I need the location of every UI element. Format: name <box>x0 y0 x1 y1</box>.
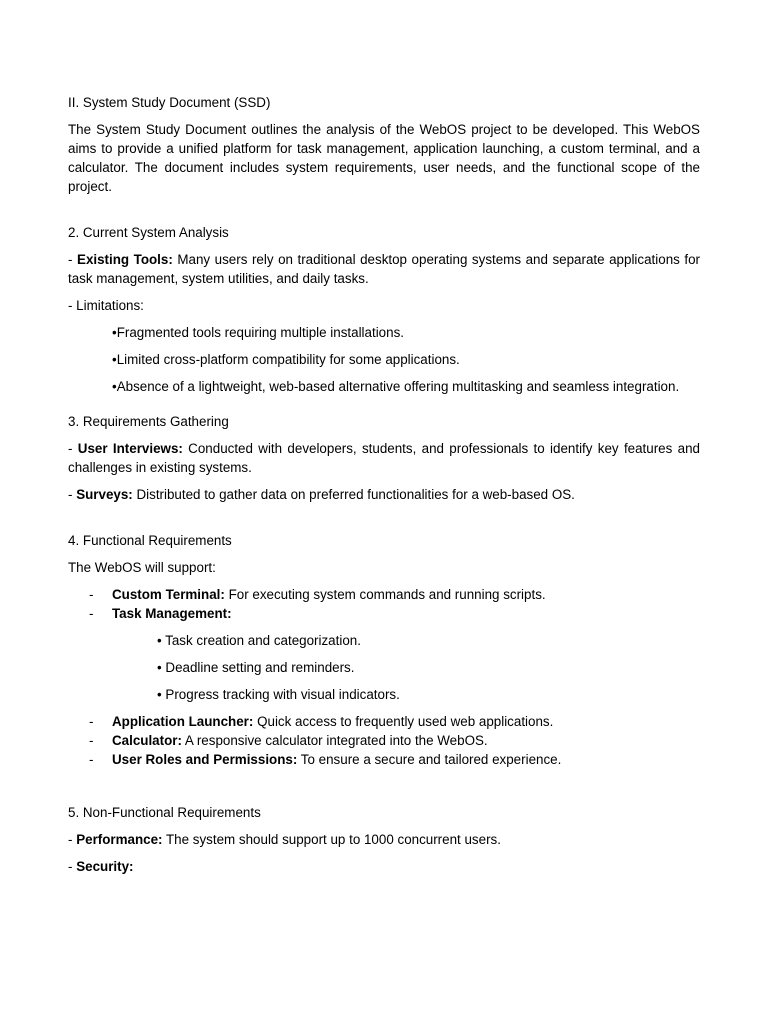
functional-item-launcher <box>68 712 700 731</box>
roles-text: To ensure a secure and tailored experience. <box>297 752 562 767</box>
dash-marker: - <box>89 733 94 748</box>
dash-marker: - <box>89 587 94 602</box>
calculator-text: A responsive calculator integrated into the WebOS. <box>181 733 488 748</box>
interviews-label: User Interviews: <box>77 441 183 456</box>
terminal-label: Custom Terminal: <box>112 587 225 602</box>
section-3-heading: 3. Requirements Gathering <box>68 414 229 429</box>
surveys-text: Distributed to gather data on preferred functionalities for a web-based OS. <box>132 487 575 502</box>
performance-text: The system should support up to 1000 concurrent users. <box>162 832 501 847</box>
performance-prefix: - <box>68 832 77 847</box>
task-label: Task Management: <box>112 606 232 621</box>
limitations-label: - Limitations: <box>68 298 144 313</box>
spacer <box>68 404 700 412</box>
document-page <box>68 93 700 884</box>
spacer <box>68 512 700 531</box>
task-sub-item: • Task creation and categorization. <box>157 633 361 648</box>
limitation-item: •Fragmented tools requiring multiple installations. <box>112 325 404 340</box>
security-paragraph <box>68 857 700 876</box>
task-management-sublist <box>157 631 700 704</box>
roles-label: User Roles and Permissions: <box>112 752 298 767</box>
security-prefix: - <box>68 859 77 874</box>
existing-tools-prefix: - <box>68 252 78 267</box>
functional-list <box>68 585 700 623</box>
terminal-text: For executing system commands and running scripts. <box>224 587 546 602</box>
task-sub-item: • Deadline setting and reminders. <box>157 660 355 675</box>
calculator-label: Calculator: <box>112 733 182 748</box>
dash-marker: - <box>89 752 94 767</box>
limitation-item: •Limited cross-platform compatibility for some applications. <box>112 352 460 367</box>
performance-paragraph <box>68 830 700 849</box>
functional-item-terminal <box>68 585 700 604</box>
dash-marker: - <box>89 606 94 621</box>
existing-tools-paragraph <box>68 250 700 288</box>
launcher-text: Quick access to frequently used web applications. <box>253 714 554 729</box>
section-5-heading: 5. Non-Functional Requirements <box>68 805 261 820</box>
spacer <box>68 769 700 803</box>
performance-label: Performance: <box>76 832 163 847</box>
surveys-label: Surveys: <box>76 487 133 502</box>
functional-item-roles <box>68 750 700 769</box>
limitation-item: •Absence of a lightweight, web-based alternative offering multitasking and seamless integration. <box>112 379 680 394</box>
spacer <box>68 204 700 223</box>
surveys-prefix: - <box>68 487 77 502</box>
section-4-heading: 4. Functional Requirements <box>68 533 232 548</box>
launcher-label: Application Launcher: <box>112 714 254 729</box>
interviews-text: Conducted with developers, students, and professionals to identify key features and challenges in existing systems. <box>68 441 700 475</box>
task-sub-item: • Progress tracking with visual indicators. <box>157 687 400 702</box>
existing-tools-text: Many users rely on traditional desktop operating systems and separate applications for task management, system utilities, and daily tasks. <box>68 252 701 286</box>
limitations-list <box>112 323 700 396</box>
interviews-prefix: - <box>68 441 78 456</box>
functional-list-continued <box>68 712 700 769</box>
user-interviews-paragraph <box>68 439 700 477</box>
functional-intro: The WebOS will support: <box>68 560 216 575</box>
document-title: II. System Study Document (SSD) <box>68 95 271 110</box>
surveys-paragraph <box>68 485 700 504</box>
functional-item-task-management <box>68 604 700 623</box>
intro-paragraph: The System Study Document outlines the analysis of the WebOS project to be developed. This WebOS aims to provide a unified platform for task management, application launching, a custom terminal, and a calculator. The document includes system requirements, user needs, and the functional scope of the project. <box>68 122 700 194</box>
functional-item-calculator <box>68 731 700 750</box>
section-2-heading: 2. Current System Analysis <box>68 225 229 240</box>
existing-tools-label: Existing Tools: <box>77 252 173 267</box>
dash-marker: - <box>89 714 94 729</box>
security-label: Security: <box>76 859 134 874</box>
